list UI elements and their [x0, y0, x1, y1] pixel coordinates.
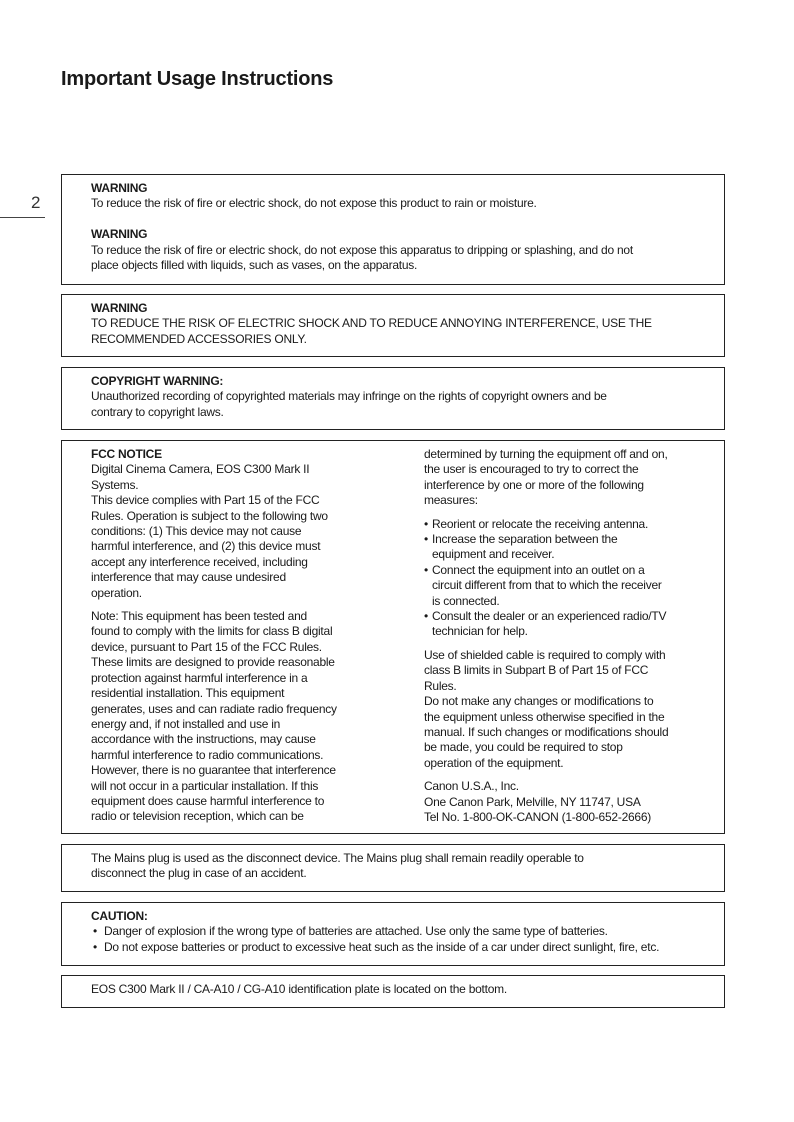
box-content	[91, 909, 704, 955]
text-line: place objects filled with liquids, such as vases, on the apparatus.	[91, 258, 418, 273]
text-line: will not occur in a particular installation. If this	[91, 778, 319, 793]
text-line: Note: This equipment has been tested and	[91, 609, 307, 624]
section-heading	[91, 181, 704, 196]
identification-plate-box	[61, 975, 725, 1008]
text-line: Use of shielded cable is required to comply with	[424, 647, 666, 662]
text-line: COPYRIGHT WARNING:	[91, 374, 224, 388]
paragraph	[91, 196, 704, 211]
text-line: Do not make any changes or modifications to	[424, 694, 654, 709]
section-heading	[91, 374, 704, 389]
text-line: device, pursuant to Part 15 of the FCC Rules.	[91, 639, 322, 654]
paragraph	[424, 648, 668, 694]
text-line: However, there is no guarantee that interference	[91, 763, 336, 778]
paragraph	[91, 982, 704, 997]
text-line: conditions: (1) This device may not cause	[91, 524, 302, 539]
copyright-warning-box	[61, 367, 725, 430]
bullet-icon: •	[424, 562, 428, 577]
text-line: found to comply with the limits for class B digital	[91, 624, 333, 639]
paragraph	[91, 462, 337, 601]
paragraph	[91, 316, 704, 347]
text-line: protection against harmful interference in a	[91, 670, 308, 685]
text-line: operation.	[91, 585, 142, 600]
page-number: 2	[31, 193, 41, 212]
text-line: the equipment unless otherwise specified in the	[424, 709, 665, 724]
text-line: Unauthorized recording of copyrighted materials may infringe on the rights of copyright owners and be	[91, 389, 607, 404]
bullet-item	[424, 609, 668, 640]
text-line: manual. If such changes or modifications should	[424, 724, 669, 739]
text-line: class B limits in Subpart B of Part 15 of FCC	[424, 663, 649, 678]
text-line: WARNING	[91, 301, 148, 315]
text-line: is connected.	[432, 593, 500, 608]
bullet-item	[91, 924, 704, 939]
text-line: Digital Cinema Camera, EOS C300 Mark II	[91, 462, 310, 477]
text-line: Increase the separation between the	[432, 532, 618, 547]
paragraph	[91, 609, 337, 825]
text-line: residential installation. This equipment	[91, 686, 285, 701]
text-line: be made, you could be required to stop	[424, 740, 623, 755]
text-line: generates, uses and can radiate radio frequency	[91, 701, 337, 716]
caution-box	[61, 902, 725, 966]
text-line: RECOMMENDED ACCESSORIES ONLY.	[91, 331, 307, 346]
bullet-item	[424, 532, 668, 563]
text-line: determined by turning the equipment off and on,	[424, 447, 668, 461]
text-line: FCC NOTICE	[91, 447, 162, 461]
paragraph	[424, 779, 668, 825]
text-line: Tel No. 1-800-OK-CANON (1-800-652-2666)	[424, 809, 652, 824]
text-line: This device complies with Part 15 of the FCC	[91, 493, 320, 508]
text-line: accept any interference received, including	[91, 554, 308, 569]
box-content	[91, 851, 704, 882]
text-line: CAUTION:	[91, 909, 148, 923]
text-line: equipment and receiver.	[432, 547, 555, 562]
paragraph	[91, 851, 704, 882]
text-line: EOS C300 Mark II / CA-A10 / CG-A10 identification plate is located on the bottom.	[91, 982, 507, 996]
box-content	[91, 374, 704, 420]
bullet-icon: •	[93, 939, 97, 954]
paragraph	[424, 447, 668, 509]
text-line: harmful interference to radio communications.	[91, 747, 324, 762]
text-line: Canon U.S.A., Inc.	[424, 779, 519, 794]
text-line: circuit different from that to which the receiver	[432, 578, 662, 593]
text-line: WARNING	[91, 181, 148, 195]
text-line: Reorient or relocate the receiving antenna.	[432, 516, 649, 531]
page-title: Important Usage Instructions	[61, 68, 334, 90]
text-line: the user is encouraged to try to correct the	[424, 462, 639, 477]
paragraph	[424, 694, 668, 771]
paragraph	[91, 389, 704, 420]
text-line: harmful interference, and (2) this device must	[91, 539, 321, 554]
bullet-item	[424, 563, 668, 609]
box-content	[91, 181, 704, 273]
text-line: Rules.	[424, 678, 457, 693]
fcc-left-column	[91, 447, 337, 825]
bullet-icon: •	[424, 532, 428, 547]
text-line: Systems.	[91, 477, 139, 492]
text-line: Consult the dealer or an experienced radio/TV	[432, 609, 667, 624]
page-number-rule	[0, 217, 45, 218]
paragraph	[91, 243, 704, 274]
box-content	[91, 301, 704, 347]
text-line: measures:	[424, 493, 478, 508]
box-content	[91, 982, 704, 997]
text-line: interference that may cause undesired	[91, 570, 286, 585]
text-line: Danger of explosion if the wrong type of batteries are attached. Use only the same type of batteries.	[104, 924, 608, 939]
bullet-icon: •	[93, 924, 97, 939]
text-line: contrary to copyright laws.	[91, 404, 224, 419]
text-line: Connect the equipment into an outlet on a	[432, 562, 645, 577]
text-line: Do not expose batteries or product to excessive heat such as the inside of a car under direct sunlight, fire, etc.	[104, 939, 660, 954]
text-line: equipment does cause harmful interference to	[91, 793, 325, 808]
warning-box-accessories	[61, 294, 725, 357]
section-heading	[91, 301, 704, 316]
bullet-item	[424, 517, 668, 532]
text-line: To reduce the risk of fire or electric shock, do not expose this apparatus to dripping or splashing, and do not	[91, 242, 633, 257]
bullet-item	[91, 940, 704, 955]
text-line: operation of the equipment.	[424, 755, 564, 770]
text-line: These limits are designed to provide reasonable	[91, 655, 335, 670]
text-line: Rules. Operation is subject to the following two	[91, 508, 328, 523]
mains-plug-box	[61, 844, 725, 892]
text-line: WARNING	[91, 227, 148, 242]
text-line: The Mains plug is used as the disconnect device. The Mains plug shall remain readily operable to	[91, 851, 584, 865]
bullet-icon: •	[424, 516, 428, 531]
text-line: technician for help.	[432, 624, 528, 639]
text-line: TO REDUCE THE RISK OF ELECTRIC SHOCK AND TO REDUCE ANNOYING INTERFERENCE, USE THE	[91, 316, 652, 331]
text-line: interference by one or more of the following	[424, 477, 644, 492]
text-line: One Canon Park, Melville, NY 11747, USA	[424, 794, 641, 809]
warning-box-fire	[61, 174, 725, 285]
text-line: radio or television reception, which can be	[91, 809, 304, 824]
text-line: accordance with the instructions, may cause	[91, 732, 316, 747]
text-line: disconnect the plug in case of an accident.	[91, 866, 307, 881]
section-heading	[91, 227, 704, 242]
text-line: energy and, if not installed and use in	[91, 716, 281, 731]
bullet-icon: •	[424, 609, 428, 624]
fcc-notice-box	[61, 440, 725, 834]
section-heading	[91, 447, 337, 462]
text-line: To reduce the risk of fire or electric shock, do not expose this product to rain or moisture.	[91, 196, 537, 211]
fcc-right-column	[424, 447, 668, 825]
section-heading	[91, 909, 704, 924]
